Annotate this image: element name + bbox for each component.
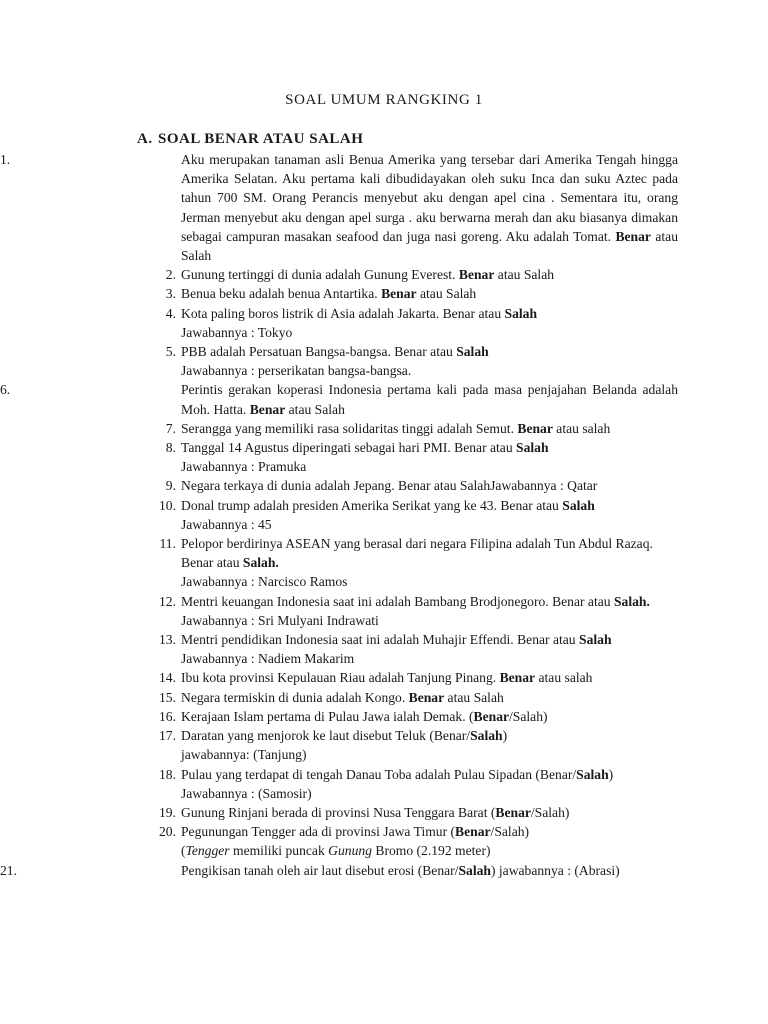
question-number: 15.	[159, 689, 176, 705]
answer-line: Jawabannya : 45	[181, 516, 272, 532]
question-text: Kerajaan Islam pertama di Pulau Jawa ialah Demak. (	[181, 708, 474, 724]
question-text: Gunung tertinggi di dunia adalah Gunung Everest.	[181, 267, 456, 283]
question-text: Ibu kota provinsi Kepulauan Riau adalah Tanjung Pinang.	[181, 670, 497, 686]
question-number: 17.	[159, 728, 176, 744]
answer-line: Jawabannya : Tokyo	[181, 324, 293, 340]
question-text-block	[181, 765, 678, 784]
question-number: 20.	[159, 824, 176, 840]
note-text: Bromo (2.192 meter)	[375, 843, 491, 859]
answer-line: Jawabannya : Pramuka	[181, 459, 307, 475]
question-text: Pulau yang terdapat di tengah Danau Toba adalah Pulau Sipadan (Benar/	[181, 766, 577, 782]
question-text: Negara termiskin di dunia adalah Kongo.	[181, 689, 406, 705]
answer-mark: Benar	[381, 286, 417, 302]
question-text-tail: /Salah)	[490, 824, 530, 840]
question-text: Aku merupakan tanaman asli Benua Amerika yang tersebar dari Amerika Tengah hingga Amerika Selatan. Aku pertama kali dibudidayakan oleh suku Inca dan suku Aztec pada tahun 700 SM. Orang Perancis menyebut aku dengan apel cina . Sementara itu, orang Jerman menyebut aku dengan apel surga . aku berwarna merah dan aku biasanya dimakan sebagai campuran masakan seafood dan juga nasi goreng. Aku adalah Tomat.	[181, 152, 678, 244]
question-item	[0, 150, 678, 265]
answer-mark: Salah	[458, 862, 491, 878]
question-item	[0, 630, 678, 668]
question-text: Pegunungan Tengger ada di provinsi Jawa Timur (	[181, 824, 456, 840]
question-text: Mentri pendidikan Indonesia saat ini adalah Muhajir Effendi. Benar atau	[181, 632, 576, 648]
answer-line: Jawabannya : Narcisco Ramos	[181, 574, 348, 590]
question-number: 14.	[159, 670, 176, 686]
question-item	[0, 438, 678, 476]
answer-line: Jawabannya : (Samosir)	[181, 785, 312, 801]
question-text-tail: /Salah)	[530, 804, 570, 820]
answer-mark: Salah.	[242, 555, 279, 571]
question-text-tail: )	[608, 766, 614, 782]
question-item	[0, 380, 678, 418]
question-text-tail: atau Salah	[447, 689, 504, 705]
answer-mark: Salah.	[613, 593, 650, 609]
answer-line: Jawabannya : Sri Mulyani Indrawati	[181, 612, 379, 628]
answer-mark: Salah	[576, 766, 609, 782]
question-item	[0, 534, 678, 592]
answer-mark: Benar	[495, 804, 531, 820]
question-item	[0, 803, 678, 822]
question-item	[0, 419, 678, 438]
answer-mark: Salah	[504, 305, 538, 321]
question-text-tail: ) jawabannya : (Abrasi)	[490, 862, 620, 878]
question-item	[0, 592, 678, 630]
question-text: Pelopor berdirinya ASEAN yang berasal dari negara Filipina adalah Tun Abdul Razaq. Benar atau	[181, 536, 653, 571]
question-text-tail: atau Salah	[288, 401, 345, 417]
question-text-tail: atau Salah	[181, 228, 678, 264]
answer-line: Jawabannya : perserikatan bangsa-bangsa.	[181, 363, 412, 379]
answer-line: jawabannya: (Tanjung)	[181, 747, 307, 763]
question-text-tail: atau Salah	[419, 286, 477, 302]
answer-mark: Salah	[516, 440, 549, 456]
question-text-tail: atau salah	[556, 420, 611, 436]
page-title: SOAL UMUM RANGKING 1	[285, 92, 483, 108]
question-number: 7.	[165, 420, 176, 436]
question-number: 12.	[159, 593, 176, 609]
section-title: SOAL BENAR ATAU SALAH	[158, 131, 364, 147]
question-number: 6.	[0, 382, 11, 398]
question-number: 8.	[165, 440, 176, 456]
question-text: Perintis gerakan koperasi Indonesia pertama kali pada masa penjajahan Belanda adalah Moh. Hatta.	[181, 382, 678, 417]
question-item	[0, 861, 678, 880]
question-text: Negara terkaya di dunia adalah Jepang. Benar atau SalahJawabannya : Qatar	[181, 478, 598, 494]
answer-line: Jawabannya : Nadiem Makarim	[181, 651, 355, 667]
question-item	[0, 304, 678, 342]
question-text-tail: /Salah)	[509, 708, 548, 724]
question-item	[0, 822, 678, 860]
question-item	[0, 265, 678, 284]
question-number: 16.	[159, 708, 176, 724]
question-text-tail: )	[502, 728, 508, 744]
answer-mark: Benar	[458, 267, 495, 283]
answer-mark: Benar	[499, 670, 536, 686]
note-line	[181, 843, 491, 858]
question-text: Pengikisan tanah oleh air laut disebut erosi (Benar/	[181, 862, 459, 878]
question-number: 4.	[165, 305, 176, 321]
question-number: 5.	[165, 344, 176, 360]
answer-mark: Benar	[455, 824, 491, 840]
question-text: Gunung Rinjani berada di provinsi Nusa Tenggara Barat (	[181, 804, 496, 820]
question-item	[0, 476, 678, 495]
answer-mark: Benar	[473, 708, 510, 724]
question-item	[0, 668, 678, 687]
question-number: 2.	[165, 267, 176, 283]
question-number: 3.	[165, 286, 176, 302]
question-item	[0, 765, 678, 803]
question-number: 18.	[159, 766, 176, 782]
question-number: 10.	[159, 497, 176, 513]
answer-mark: Salah	[470, 728, 503, 744]
answer-mark: Salah	[562, 497, 595, 513]
answer-mark: Benar	[615, 228, 651, 244]
question-number: 1.	[0, 152, 11, 167]
answer-mark: Benar	[517, 420, 553, 436]
question-text-tail: atau salah	[538, 670, 593, 686]
question-number: 19.	[159, 804, 176, 820]
section-letter: A.	[137, 131, 153, 147]
question-number: 13.	[159, 632, 176, 648]
question-text-tail: atau Salah	[497, 267, 555, 283]
question-item	[0, 726, 678, 764]
question-item	[0, 688, 678, 707]
section-heading	[137, 131, 363, 148]
question-item	[0, 496, 678, 534]
question-number: 9.	[165, 478, 176, 494]
question-list	[0, 150, 678, 880]
answer-mark: Benar	[249, 401, 286, 417]
question-text: Tanggal 14 Agustus diperingati sebagai hari PMI. Benar atau	[181, 440, 513, 456]
question-item	[0, 284, 678, 303]
question-text: Donal trump adalah presiden Amerika Serikat yang ke 43. Benar atau	[181, 497, 559, 513]
question-text: Kota paling boros listrik di Asia adalah Jakarta. Benar atau	[181, 305, 502, 321]
note-italic-term: Gunung	[328, 843, 372, 859]
answer-mark: Benar	[408, 689, 445, 705]
answer-mark: Salah	[579, 632, 612, 648]
question-text: Mentri keuangan Indonesia saat ini adalah Bambang Brodjonegoro. Benar atau	[181, 593, 611, 609]
question-text: Daratan yang menjorok ke laut disebut Teluk (Benar/	[181, 728, 471, 744]
question-number: 11.	[159, 536, 176, 552]
question-text: PBB adalah Persatuan Bangsa-bangsa. Benar atau	[181, 344, 453, 360]
note-text: memiliki puncak	[233, 843, 325, 859]
question-number: 21.	[0, 862, 17, 878]
note-open: (	[181, 843, 186, 859]
question-text: Serangga yang memiliki rasa solidaritas tinggi adalah Semut.	[181, 420, 514, 436]
question-item	[0, 707, 678, 726]
question-text: Benua beku adalah benua Antartika.	[181, 286, 378, 302]
answer-mark: Salah	[456, 344, 489, 360]
note-italic-term: Tengger	[185, 843, 230, 859]
question-item	[0, 342, 678, 380]
